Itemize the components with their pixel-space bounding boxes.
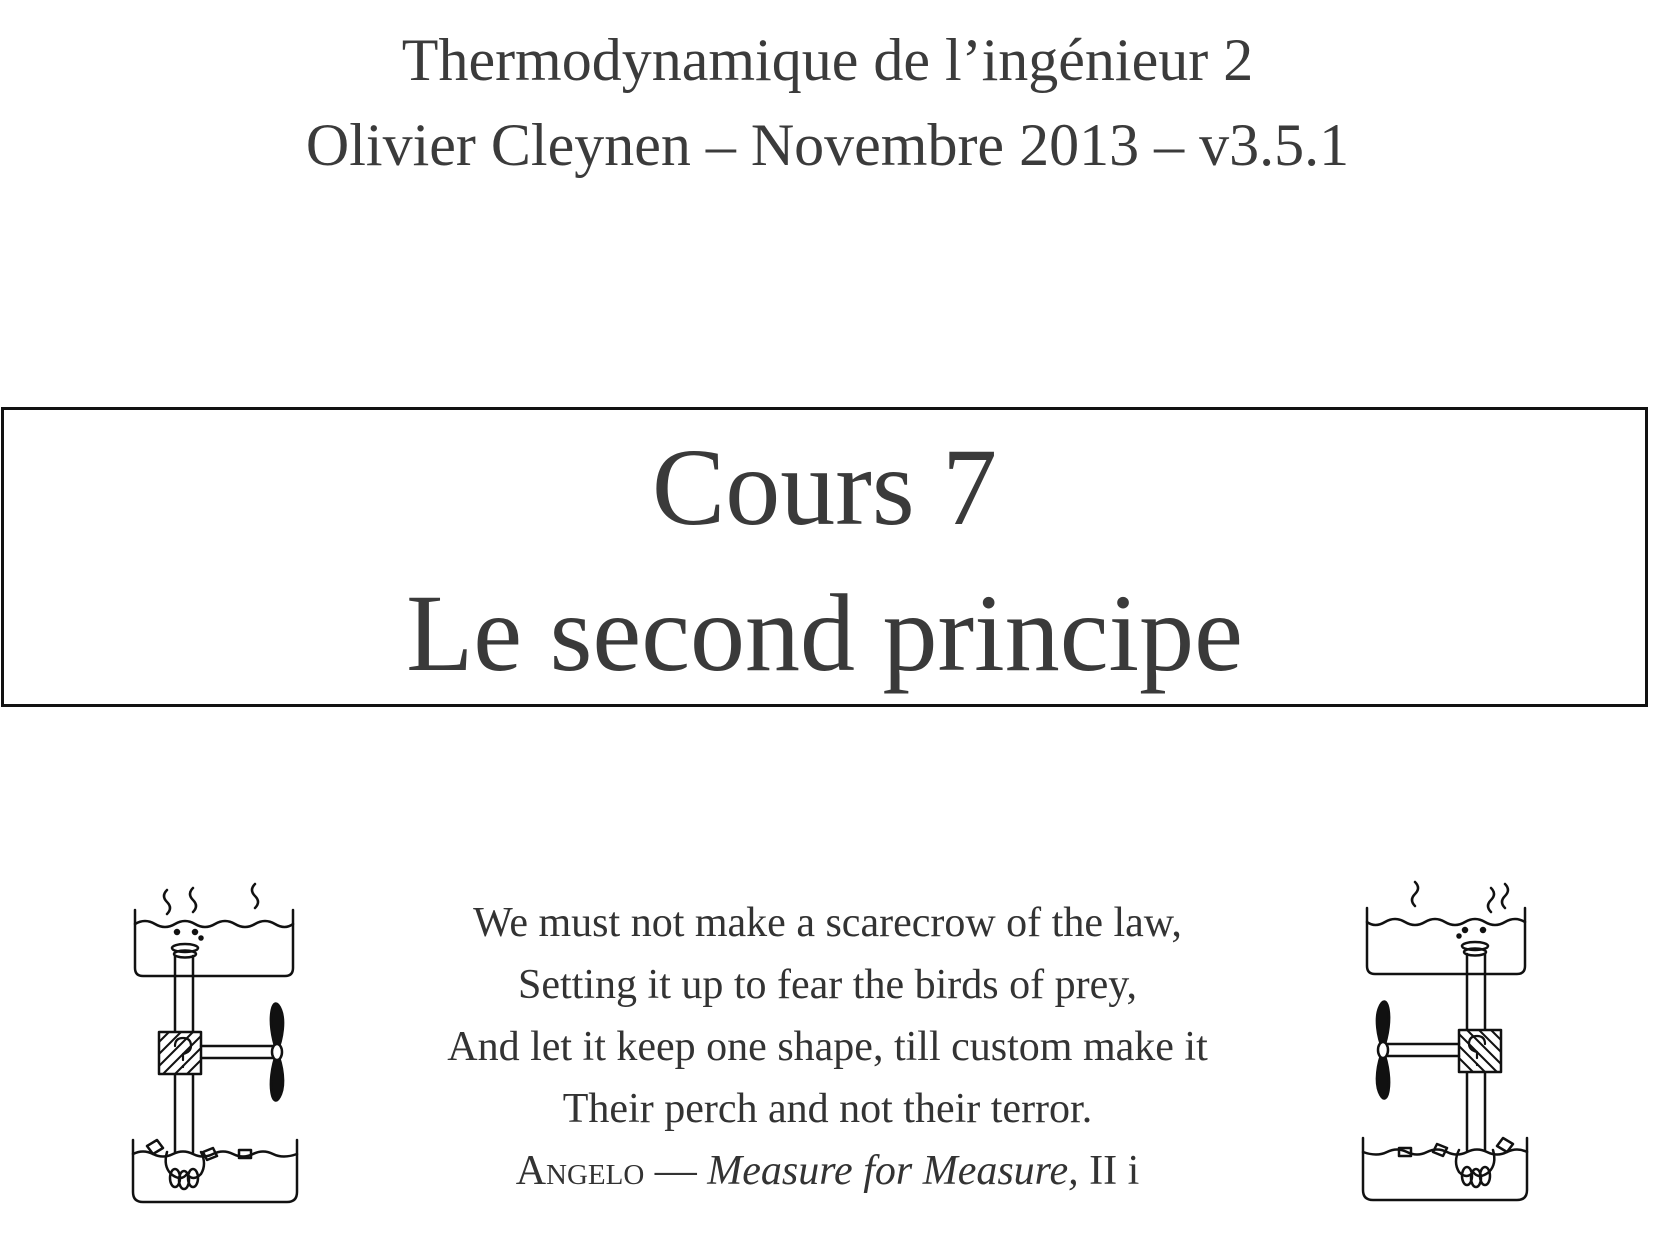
heat-engine-illustration-right	[1355, 868, 1535, 1208]
course-series-heading: Thermodynamique de l’ingénieur 2	[401, 27, 1254, 93]
attribution-act-scene: II i	[1078, 1148, 1140, 1194]
epigraph-line-3: And let it keep one shape, till custom make it	[447, 1024, 1208, 1070]
epigraph-attribution	[340, 1140, 1315, 1202]
course-number: Cours 7	[651, 426, 998, 548]
attribution-work: Measure for Measure,	[707, 1148, 1079, 1194]
heat-engine-illustration-left	[125, 870, 305, 1210]
epigraph-line-1: We must not make a scarecrow of the law,	[473, 900, 1182, 946]
epigraph	[340, 892, 1315, 1202]
attribution-dash: —	[644, 1148, 708, 1194]
course-title: Le second principe	[406, 572, 1243, 694]
epigraph-line-2: Setting it up to fear the birds of prey,	[518, 962, 1137, 1008]
title-box	[1, 407, 1648, 707]
author-version-line: Olivier Cleynen – Novembre 2013 – v3.5.1	[305, 112, 1350, 178]
attribution-speaker: Angelo	[515, 1148, 645, 1194]
epigraph-line-4: Their perch and not their terror.	[562, 1086, 1093, 1132]
